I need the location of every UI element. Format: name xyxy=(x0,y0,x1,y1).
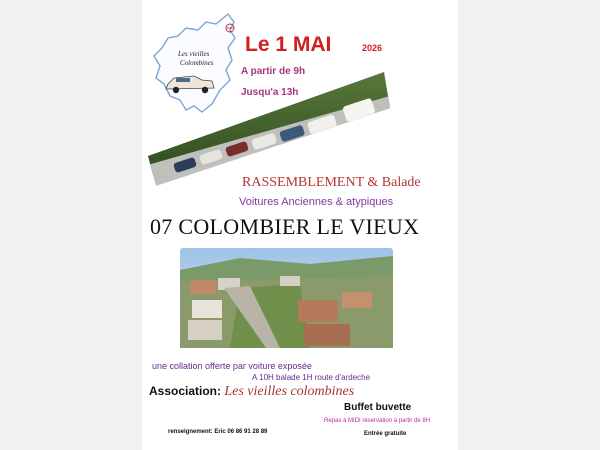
event-subtitle: Voitures Anciennes & atypiques xyxy=(239,196,394,208)
event-year: 2026 xyxy=(362,43,383,53)
contact-info: renseignement: Eric 06 86 91 28 89 xyxy=(168,429,268,435)
association-label: Association: xyxy=(149,384,222,398)
logo-text-line2: Colombines xyxy=(180,59,214,67)
parked-cars xyxy=(173,98,376,173)
free-entry-note: Entrée gratuite xyxy=(364,431,407,437)
time-start: A partir de 9h xyxy=(241,66,306,77)
classic-cars-photo xyxy=(144,68,390,188)
poster xyxy=(142,0,458,450)
repas-note: Repas à MIDI réservation à partir de 8H xyxy=(324,418,431,424)
association-name: Les vieilles colombines xyxy=(224,384,355,399)
association-line xyxy=(149,384,354,400)
balade-note: A 10H balade 1H route d'ardeche xyxy=(252,373,371,382)
time-end: Jusqu'a 13h xyxy=(241,87,299,98)
village-aerial-photo xyxy=(180,248,393,348)
event-title: RASSEMBLEMENT & Balade xyxy=(242,175,421,190)
buffet-note: Buffet buvette xyxy=(344,402,412,413)
logo-text-line1: Les vieilles xyxy=(178,50,210,58)
event-date: Le 1 MAI xyxy=(245,33,332,56)
collation-note: une collation offerte par voiture exposée xyxy=(152,361,312,371)
event-location: 07 COLOMBIER LE VIEUX xyxy=(150,214,420,239)
